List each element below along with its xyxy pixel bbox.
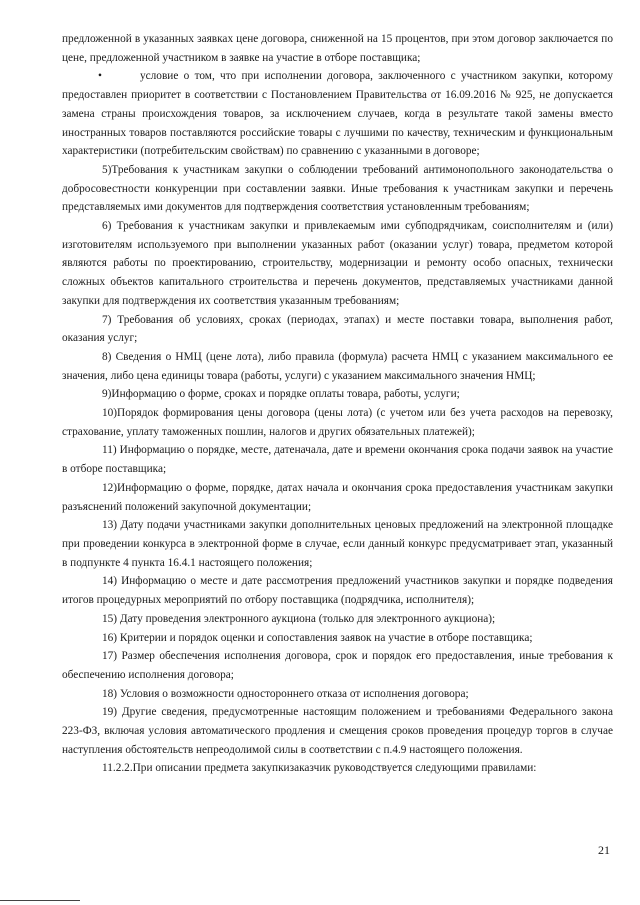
- paragraph-continuation: предложенной в указанных заявках цене договора, сниженной на 15 процентов, при этом договор заключается по цене, предложенной участником в заявке на участие в отборе поставщика;: [62, 33, 613, 64]
- paragraph-item-15: 15) Дату проведения электронного аукциона (только для электронного аукциона);: [102, 612, 496, 625]
- paragraph-item-19: 19) Другие сведения, предусмотренные настоящим положением и требованиями Федерального закона 223-ФЗ, включая условия автоматического продления и смещения сроков проведения процедур торгов в случае наступления обстоятельств непреодолимой силы в соответствии с п.4.9 настоящего положения.: [62, 706, 613, 756]
- paragraph-item-9: 9)Информацию о форме, сроках и порядке оплаты товара, работы, услуги;: [102, 388, 460, 401]
- paragraph-item-7: 7) Требования об условиях, сроках (периодах, этапах) и месте поставки товара, выполнения работ, оказания услуг;: [62, 313, 613, 345]
- paragraph-item-16: 16) Критерии и порядок оценки и сопоставления заявок на участие в отборе поставщика;: [102, 631, 533, 644]
- footnote-divider: [0, 900, 80, 901]
- paragraph-item-18: 18) Условия о возможности одностороннего отказа от исполнения договора;: [102, 687, 469, 700]
- paragraph-item-8: 8) Сведения о НМЦ (цене лота), либо правила (формула) расчета НМЦ с указанием максимального ее значения, либо цена единицы товара (работы, услуги) с указанием максимального значения НМЦ;: [62, 350, 613, 382]
- bullet-text: условие о том, что при исполнении договора, заключенного с участником закупки, которому предоставлен приоритет в соответствии с Постановлением Правительства от 16.09.2016 № 925, не допускается замена страны происхождения товаров, за исключением случаев, когда в результате такой замены вместо иностранных товаров поставляются российские товары с лучшими по качеству, техническим и функциональным характеристики (потребительским свойствам) по сравнению с указанными в договоре;: [62, 70, 613, 158]
- bullet-marker: •: [98, 70, 102, 83]
- paragraph-item-12: 12)Информацию о форме, порядке, датах начала и окончания срока предоставления участникам закупки разъяснений положений закупочной документации;: [62, 481, 613, 513]
- paragraph-item-17: 17) Размер обеспечения исполнения договора, срок и порядок его предоставления, иные требования к обеспечению исполнения договора;: [62, 650, 613, 681]
- paragraph-bullet: [62, 67, 613, 161]
- paragraph-item-14: 14) Информацию о месте и дате рассмотрения предложений участников закупки и порядке подведения итогов процедурных мероприятий по отбору поставщика (подрядчика, исполнителя);: [62, 575, 613, 607]
- document-body: [62, 30, 613, 778]
- paragraph-item-11: 11) Информацию о порядке, месте, датеначала, дате и времени окончания срока подачи заявок на участие в отборе поставщика;: [62, 444, 613, 476]
- paragraph-section-11-2-2: 11.2.2.При описании предмета закупкизаказчик руководствуется следующими правилами:: [102, 762, 537, 775]
- paragraph-item-10: 10)Порядок формирования цены договора (цены лота) (с учетом или без учета расходов на перевозку, страхование, уплату таможенных пошлин, налогов и других обязательных платежей);: [62, 407, 613, 438]
- paragraph-item-13: 13) Дату подачи участниками закупки дополнительных ценовых предложений на электронной площадке при проведении конкурса в электронной форме в случае, если данный конкурс предусматривает этап, указанный в подпункте 4 пункта 16.4.1 настоящего положения;: [62, 519, 613, 569]
- page-number: 21: [598, 843, 610, 857]
- paragraph-item-6: 6) Требования к участникам закупки и привлекаемым ими субподрядчикам, соисполнителям и (или) изготовителям используемого при выполнении указанных работ (оказании услуг) товара, предметом которой являются работы по проектированию, строительству, модернизации и ремонту особо опасных, технически сложных объектов капитального строительства и перечень документов, представляемых участниками данной закупки для подтверждения их соответствия указанным требованиям;: [62, 220, 613, 307]
- paragraph-item-5: 5)Требования к участникам закупки о соблюдении требований антимонопольного законодательства о добросовестности конкуренции при составлении заявки. Иные требования к участникам закупки и перечень представляемых ими документов для подтверждения соответствия установленным требованиям;: [62, 163, 613, 214]
